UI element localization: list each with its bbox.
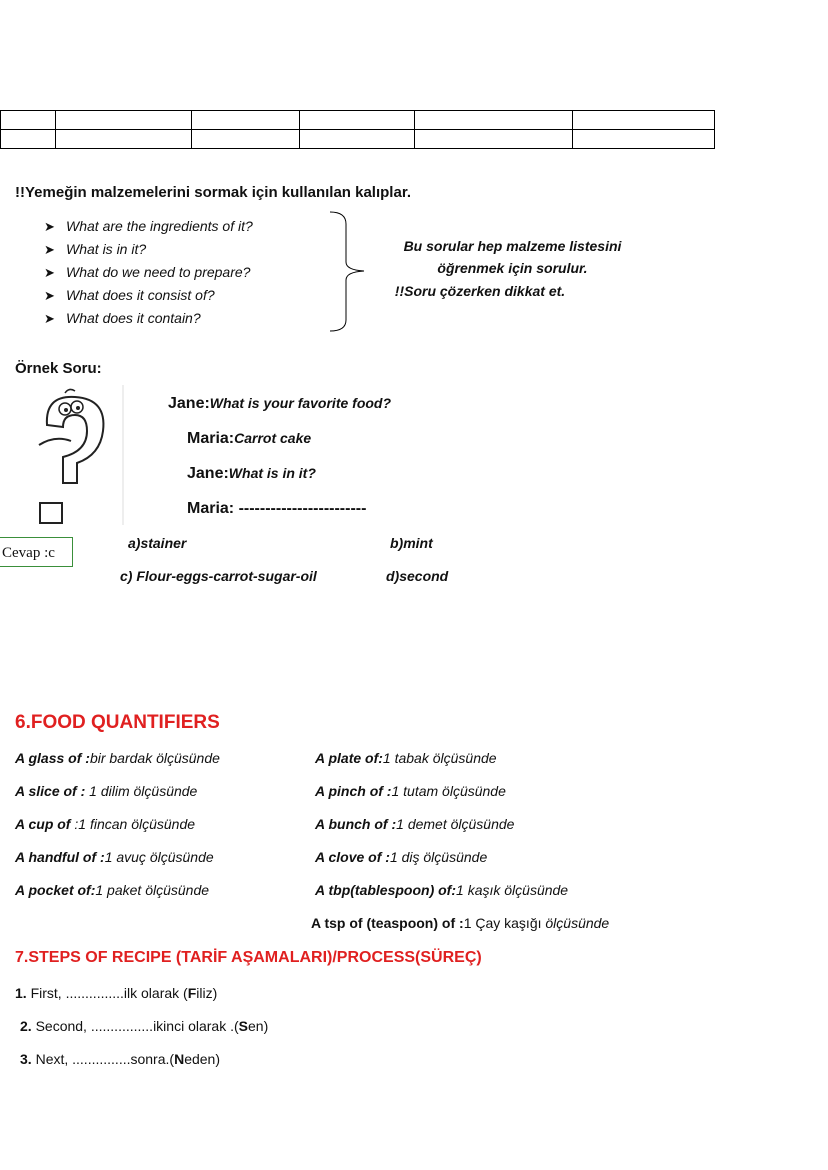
- list-item: ➤ What is in it?: [44, 238, 253, 261]
- quantifier-item: A glass of :bir bardak ölçüsünde: [15, 750, 220, 766]
- list-item: ➤ What do we need to prepare?: [44, 261, 253, 284]
- right-brace-icon: [328, 210, 368, 334]
- empty-table: [0, 110, 715, 149]
- table-row: [1, 130, 715, 149]
- list-item: ➤ What are the ingredients of it?: [44, 215, 253, 238]
- quantifier-item: A plate of:1 tabak ölçüsünde: [315, 750, 497, 766]
- answer-box: Cevap :c: [0, 537, 73, 567]
- arrow-bullet-icon: ➤: [44, 311, 55, 326]
- arrow-bullet-icon: ➤: [44, 242, 55, 257]
- quantifier-item: A pinch of :1 tutam ölçüsünde: [315, 783, 506, 799]
- dialog-line-3: Jane:What is in it?: [187, 465, 316, 482]
- arrow-bullet-icon: ➤: [44, 219, 55, 234]
- quantifier-item: A clove of :1 diş ölçüsünde: [315, 849, 488, 865]
- list-item: ➤ What does it contain?: [44, 307, 253, 330]
- step-item: 3. Next, ...............sonra.(Neden): [20, 1051, 220, 1067]
- note-line-3: !!Soru çözerken dikkat et.: [394, 283, 566, 299]
- list-item: ➤ What does it consist of?: [44, 284, 253, 307]
- option-a: a)stainer: [128, 535, 187, 551]
- quantifier-item: A handful of :1 avuç ölçüsünde: [15, 849, 214, 865]
- step-item: 1. First, ...............ilk olarak (Filiz): [15, 985, 218, 1001]
- note-line-2: öğrenmek için sorulur.: [437, 260, 588, 276]
- question-list: [44, 215, 253, 330]
- quantifiers-title: 6.FOOD QUANTIFIERS: [15, 712, 220, 733]
- quantifier-item: A slice of : 1 dilim ölçüsünde: [15, 783, 198, 799]
- note-line-1: Bu sorular hep malzeme listesini: [403, 238, 622, 254]
- quantifier-item: A cup of :1 fincan ölçüsünde: [15, 816, 196, 832]
- quantifier-item: A tbp(tablespoon) of:1 kaşık ölçüsünde: [315, 882, 569, 898]
- option-d: d)second: [386, 568, 449, 584]
- quantifier-item: A bunch of :1 demet ölçüsünde: [315, 816, 515, 832]
- option-b: b)mint: [390, 535, 433, 551]
- quantifier-item: A pocket of:1 paket ölçüsünde: [15, 882, 210, 898]
- example-heading: Örnek Soru:: [15, 360, 102, 377]
- thinking-question-mark-illustration: [25, 385, 125, 530]
- table-row: [1, 111, 715, 130]
- arrow-bullet-icon: ➤: [44, 265, 55, 280]
- patterns-heading: !!Yemeğin malzemelerini sormak için kullanılan kalıplar.: [15, 184, 411, 201]
- steps-title: 7.STEPS OF RECIPE (TARİF AŞAMALARI)/PROCESS(SÜREÇ): [15, 949, 482, 966]
- option-c: c) Flour-eggs-carrot-sugar-oil: [120, 568, 317, 584]
- quantifier-item-tsp: A tsp of (teaspoon) of :1 Çay kaşığı ölçüsünde: [311, 915, 610, 931]
- dialog-line-4: Maria: ------------------------: [187, 500, 367, 517]
- dialog-line-2: Maria:Carrot cake: [187, 430, 312, 447]
- step-item: 2. Second, ................ikinci olarak .(Sen): [20, 1018, 269, 1034]
- dialog-line-1: Jane:What is your favorite food?: [168, 395, 392, 412]
- arrow-bullet-icon: ➤: [44, 288, 55, 303]
